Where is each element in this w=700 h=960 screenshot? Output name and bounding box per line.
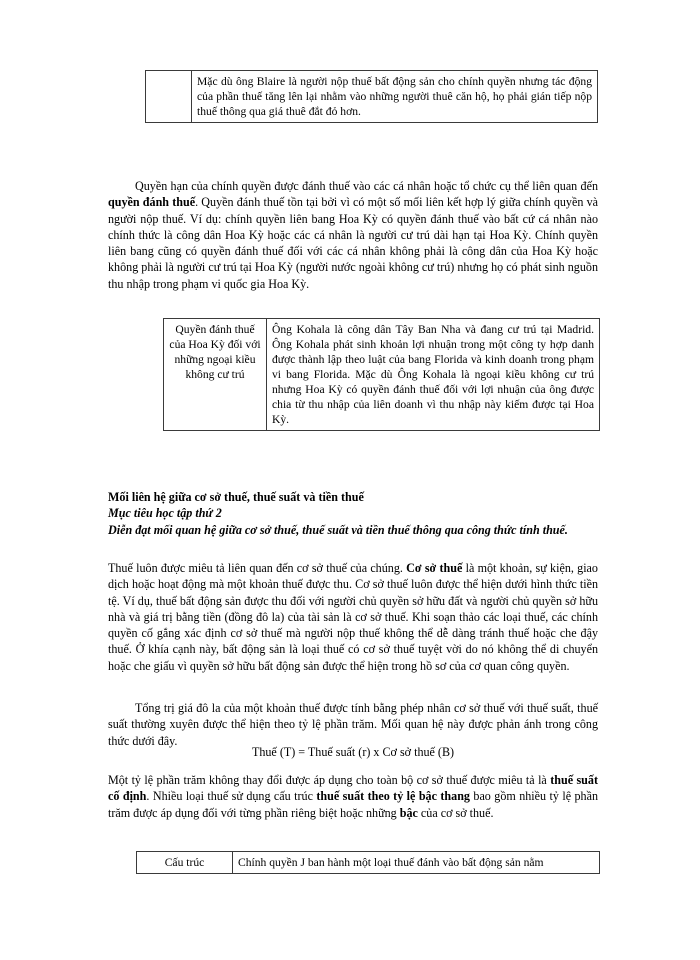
bold-term-bac: bậc [399,805,418,820]
paragraph-text-part-1: Quyền hạn của chính quyền được đánh thuế vào các cá nhân hoặc tổ chức cụ thể liên quan đến [135,179,598,193]
table-label-cell-cau-truc: Cấu trúc [137,852,233,874]
bold-term-thue-suat-co-dinh: thuế suất cố định [108,773,598,804]
example-table-blaire [145,70,598,123]
table-body-cell-kohala: Ông Kohala là công dân Tây Ban Nha và đang cư trú tại Madrid. Ông Kohala phát sinh khoản lợi nhuận trong một công ty hợp danh được thành lập theo luật của bang Florida và kinh doanh trong phạm vi bang Florida. Mặc dù Ông Kohala là ngoại kiều không cư trú nhưng Hoa Kỳ có quyền đánh thuế đối với lợi nhuận của ông được chia từ thu nhập của liên doanh vì thu nhập này kiếm được tại Hoa Kỳ. [267,319,600,431]
bold-term-thue-suat-bac-thang: thuế suất theo tỷ lệ bậc thang [316,789,470,804]
table-row [146,71,598,123]
paragraph-tong-tri-gia [108,700,598,749]
bold-term-co-so-thue: Cơ sở thuế [406,561,463,575]
learning-objective-label: Mục tiêu học tập thứ 2 [108,506,222,521]
paragraph-text-part-1: Một tỷ lệ phần trăm không thay đổi được áp dụng cho toàn bộ cơ sở thuế được miêu tả là [108,773,551,787]
bold-term-quyen-danh-thue: quyền đánh thuế [108,195,196,210]
paragraph-quyen-han [108,178,598,292]
paragraph-text-part-3: bao gồm nhiều tỷ lệ phần trăm được áp dụng đối với từng phần riêng biệt hoặc những [108,789,598,820]
paragraph-text-part-2: . Nhiều loại thuế sử dụng cấu trúc [146,789,317,804]
paragraph-mot-ty-le [108,772,598,821]
paragraph-text-part-1: Thuế luôn được miêu tả liên quan đến cơ sở thuế của chúng. [108,561,407,575]
paragraph-text-part-2: . Quyền đánh thuế tồn tại bởi vì có một số mối liên kết hợp lý giữa chính quyền và người nộp thuế. Ví dụ: chính quyền liên bang Hoa Kỳ có quyền đánh thuế vào bất cứ cá nhân nào chính thức là công dân Hoa Kỳ hoặc các cá nhân là người cư trú dài hạn tại Hoa Kỳ. Chính quyền liên bang cũng có quyền đánh thuế đối với các cá nhân không phải là công dân của Hoa Kỳ hoặc không phải là người cư trú tại Hoa Kỳ (người nước ngoài không cư trú) nhưng họ có phát sinh nguồn thu nhập trong phạm vi quốc gia Hoa Kỳ. [108,195,599,291]
section-heading-block [108,489,598,538]
example-table-kohala [163,318,600,431]
example-table-cau-truc [136,851,600,874]
paragraph-thue-luon [108,560,598,674]
table-label-cell-empty [146,71,192,123]
tax-formula: Thuế (T) = Thuế suất (r) x Cơ sở thuế (B) [251,745,455,759]
paragraph-text-part-4: của cơ sở thuế. [417,805,494,820]
table-body-cell-blaire: Mặc dù ông Blaire là người nộp thuế bất động sản cho chính quyền nhưng tác động của phần thuế tăng lên lại nhằm vào những người thuê căn hộ, họ phải gián tiếp nộp thuế thông qua giá thuê đắt đỏ hơn. [192,71,598,123]
table-row [137,852,600,874]
learning-objective-text: Diễn đạt mối quan hệ giữa cơ sở thuế, thuế suất và tiền thuế thông qua công thức tính thuế. [108,522,568,537]
paragraph-text: Tổng trị giá đô la của một khoản thuế được tính bằng phép nhân cơ sở thuế với thuế suất, thuế suất thường xuyên được thể hiện theo tỷ lệ phần trăm. Mối quan hệ này được phản ánh trong công thức dưới đây. [108,701,598,748]
table-row [164,319,600,431]
table-body-cell-cau-truc: Chính quyền J ban hành một loại thuế đánh vào bất động sản nằm [233,852,600,874]
paragraph-text-part-2: là một khoản, sự kiện, giao dịch hoặc hoạt động mà một khoản thuế được thu. Cơ sở thuế luôn được thể hiện dưới hình thức tiền tệ. Ví dụ, thuế bất động sản được thu đối với người chủ quyền sở hữu đất và người chủ quyền sở hữu nhà và giá trị bằng tiền (đồng đô la) của tài sản là cơ sở thuế. Khi soạn thảo các loại thuế, các chính quyền cố gắng xác định cơ sở thuế mà người nộp thuế không thể dễ dàng tránh thuế hoặc che đậy thuế. Ở khía cạnh này, bất động sản là loại thuế có cơ sở thuế tuyệt vời do nó không thể di chuyển hoặc che giấu vì quyền sở hữu bất động sản được thể hiện trong hồ sơ của cơ quan công quyền. [108,561,598,673]
section-title: Mối liên hệ giữa cơ sở thuế, thuế suất và tiền thuế [108,490,364,504]
table-label-cell-kohala: Quyền đánh thuế của Hoa Kỳ đối với những ngoại kiều không cư trú [164,319,267,431]
